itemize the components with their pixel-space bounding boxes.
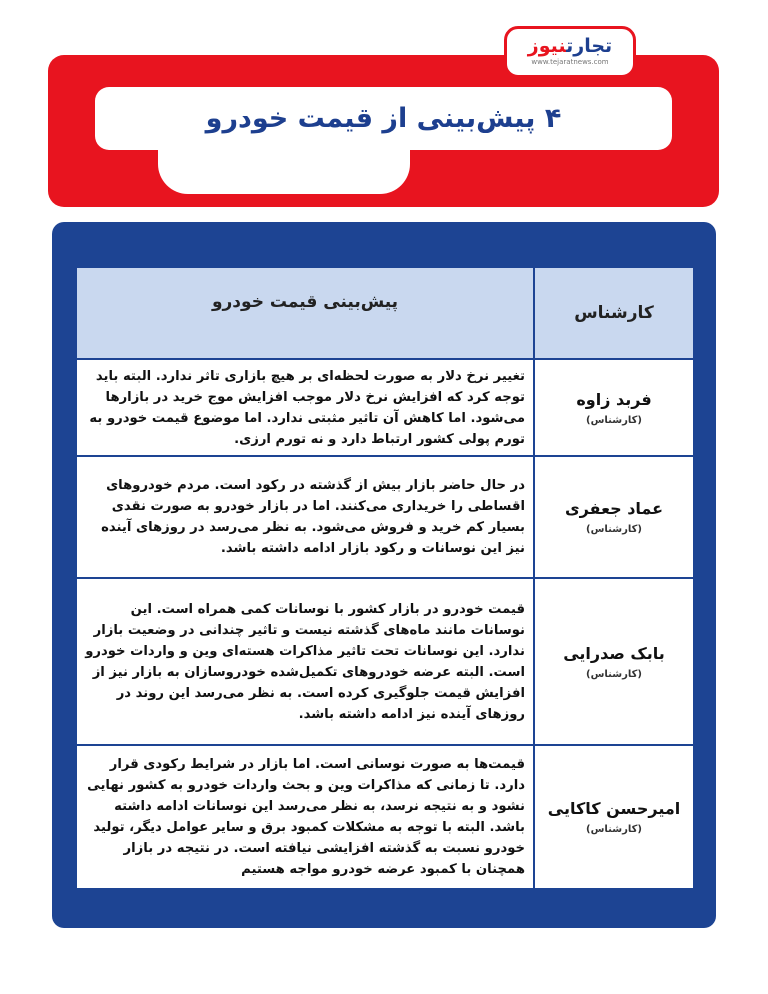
prediction-text: قیمت خودرو در بازار کشور با نوسانات کمی همراه است. این نوسانات مانند ماه‌های گذشته نیست و تاثیر چندانی در وضعیت بازار ندارد. این نوسانات تحت تاثیر مذاکرات هسته‌ای وین و واردات خودرو است. البته عرضه خودروهای تکمیل‌شده خودروسازان به بازار نیز از افزایش قیمت جلوگیری کرده است. به نظر می‌رسد این روند در روزهای آینده نیز ادامه داشته باشد. [85, 601, 525, 722]
expert-name: فربد زاوه [576, 389, 652, 409]
logo-wordmark: تجارتنیوز [527, 35, 613, 57]
header-prediction-cell [77, 268, 533, 358]
expert-name: عماد جعفری [564, 499, 664, 519]
logo-url: www.tejaratnews.com [531, 58, 609, 66]
table-header-row [77, 268, 693, 360]
title-box [95, 87, 672, 150]
prediction-cell [77, 746, 533, 888]
prediction-text: در حال حاضر بازار بیش از گذشته در رکود است. مردم خودروهای اقساطی را خریداری می‌کنند. اما در بازار خودرو به صورت نقدی بسیار کم خرید و فروش می‌شود. به نظر می‌رسد در روزهای آینده نیز این نوسانات و رکود بازار ادامه داشته باشد. [101, 478, 525, 557]
header-prediction-label: پیش‌بینی قیمت خودرو [211, 292, 399, 312]
brand-logo[interactable] [504, 26, 636, 78]
table-row [77, 579, 693, 746]
expert-cell [533, 457, 693, 577]
expert-role: (کارشناس) [586, 668, 642, 680]
expert-cell [533, 579, 693, 744]
table-row [77, 457, 693, 579]
prediction-text: تغییر نرخ دلار به صورت لحظه‌ای بر هیچ بازاری تاثر ندارد. البته باید توجه کرد که افزایش نرخ دلار موجب افزایش موج خرید در بازارها می‌شود. اما کاهش آن تاثیر مثبتی ندارد. اما موضوع قیمت خودرو به تورم پولی کشور ارتباط دارد و نه تورم ارزی. [89, 368, 525, 447]
expert-name: امیرحسن کاکایی [547, 799, 681, 819]
expert-role: (کارشناس) [586, 414, 642, 426]
expert-cell [533, 360, 693, 456]
expert-cell [533, 746, 693, 888]
header-expert-cell [533, 268, 693, 358]
header-expert-label: کارشناس [574, 302, 654, 323]
prediction-cell [77, 360, 533, 456]
expert-name: بابک صدرایی [563, 643, 665, 663]
table-row [77, 746, 693, 888]
expert-role: (کارشناس) [586, 524, 642, 536]
table-row [77, 360, 693, 458]
prediction-cell [77, 579, 533, 744]
predictions-table [75, 266, 695, 890]
prediction-text: قیمت‌ها به صورت نوسانی است. اما بازار در شرایط رکودی قرار دارد. تا زمانی که مذاکرات وین و بحث واردات خودرو به کشور نهایی نشود و به نتیجه نرسد، به نظر می‌رسد این نوسانات ادامه داشته باشد. البته با توجه به مشکلات کمبود برق و سایر عوامل دیگر، تولید خودرو نسبت به گذشته افزایشی نیافته است. در نتیجه در بازار همچنان با کمبود عرضه خودرو مواجه هستیم [87, 757, 525, 878]
expert-role: (کارشناس) [586, 824, 642, 836]
page-title: ۴ پیش‌بینی از قیمت خودرو [205, 103, 562, 134]
prediction-cell [77, 457, 533, 577]
